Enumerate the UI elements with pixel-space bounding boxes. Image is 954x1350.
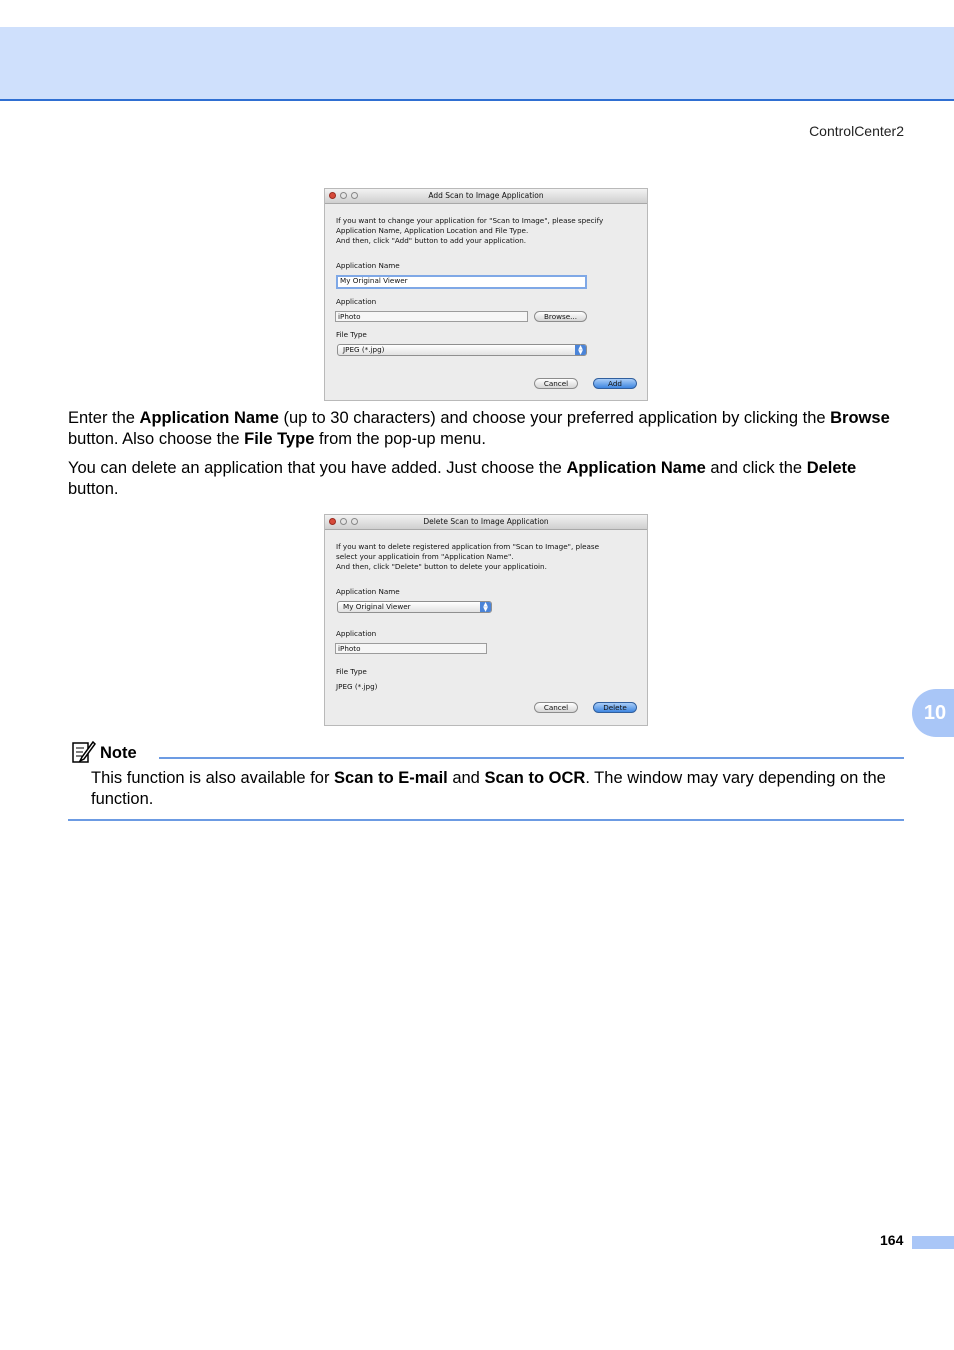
dialog-intro-line: If you want to change your application for "Scan to Image", please specify <box>336 216 604 225</box>
delete-application-dialog <box>324 514 648 726</box>
file-type-select[interactable] <box>337 344 587 356</box>
paragraph-delete-app <box>68 458 908 500</box>
dialog-title: Delete Scan to Image Application <box>423 517 549 526</box>
file-type-value: JPEG (*.jpg) <box>343 345 385 354</box>
note-divider-top <box>159 757 904 759</box>
text-run: This function is also available for <box>91 769 335 787</box>
bold-term: Delete <box>806 459 857 477</box>
bold-term: Scan to E-mail <box>334 769 448 787</box>
app-name-input[interactable]: My Original Viewer <box>336 275 587 289</box>
application-label: Application <box>336 297 377 306</box>
page-number: 164 <box>880 1232 904 1248</box>
dialog-intro-line: And then, click "Add" button to add your application. <box>336 236 527 245</box>
page-number-bar <box>912 1236 954 1249</box>
add-application-dialog <box>324 188 648 401</box>
text-run: Enter the <box>68 409 140 427</box>
dialog-intro-line: select your applicatioin from "Application Name". <box>336 552 514 561</box>
select-arrows-icon: ▲ ▼ <box>575 345 586 355</box>
header-band <box>0 27 954 101</box>
dialog-intro-line: If you want to delete registered application from "Scan to Image", please <box>336 542 600 551</box>
file-type-value: JPEG (*.jpg) <box>336 682 378 691</box>
file-type-label: File Type <box>336 330 367 339</box>
app-name-value: My Original Viewer <box>343 602 411 611</box>
text-run: You can delete an application that you have added. Just choose the <box>68 459 567 477</box>
zoom-window-icon[interactable] <box>351 192 358 199</box>
text-run: (up to 30 characters) and choose your preferred application by clicking the <box>278 409 831 427</box>
application-label: Application <box>336 629 377 638</box>
text-run: button. <box>68 480 119 498</box>
minimize-window-icon[interactable] <box>340 192 347 199</box>
note-text <box>91 768 906 810</box>
text-run: . The window may vary depending on the function. <box>91 769 886 808</box>
select-arrows-icon: ▲ ▼ <box>480 602 491 612</box>
close-window-icon[interactable] <box>329 518 336 525</box>
file-type-label: File Type <box>336 667 367 676</box>
text-run: from the pop-up menu. <box>314 430 486 448</box>
text-run: and click the <box>705 459 807 477</box>
dialog-intro-line: Application Name, Application Location and File Type. <box>336 226 529 235</box>
note-heading: Note <box>100 744 137 762</box>
app-name-label: Application Name <box>336 587 400 596</box>
bold-term: Application Name <box>566 459 706 477</box>
dialog-titlebar <box>325 189 647 204</box>
text-run: button. Also choose the <box>68 430 245 448</box>
add-button[interactable]: Add <box>593 378 637 389</box>
cancel-button[interactable]: Cancel <box>534 702 578 713</box>
section-title: ControlCenter2 <box>809 123 904 139</box>
minimize-window-icon[interactable] <box>340 518 347 525</box>
paragraph-enter-name <box>68 408 908 450</box>
delete-button[interactable]: Delete <box>593 702 637 713</box>
dialog-title: Add Scan to Image Application <box>428 191 544 200</box>
close-window-icon[interactable] <box>329 192 336 199</box>
bold-term: Browse <box>830 409 890 427</box>
text-run: and <box>447 769 485 787</box>
note-divider-bottom <box>68 819 904 821</box>
application-field: iPhoto <box>335 311 528 322</box>
bold-term: Application Name <box>139 409 279 427</box>
bold-term: File Type <box>244 430 315 448</box>
window-controls <box>329 518 358 525</box>
zoom-window-icon[interactable] <box>351 518 358 525</box>
app-name-label: Application Name <box>336 261 400 270</box>
chapter-tab: 10 <box>912 689 954 737</box>
dialog-titlebar <box>325 515 647 530</box>
window-controls <box>329 192 358 199</box>
bold-term: Scan to OCR <box>484 769 586 787</box>
app-name-select[interactable] <box>337 601 492 613</box>
application-field: iPhoto <box>335 643 487 654</box>
browse-button[interactable]: Browse... <box>534 311 587 322</box>
dialog-intro-line: And then, click "Delete" button to delete your applicatioin. <box>336 562 547 571</box>
note-pencil-icon <box>70 739 96 765</box>
cancel-button[interactable]: Cancel <box>534 378 578 389</box>
